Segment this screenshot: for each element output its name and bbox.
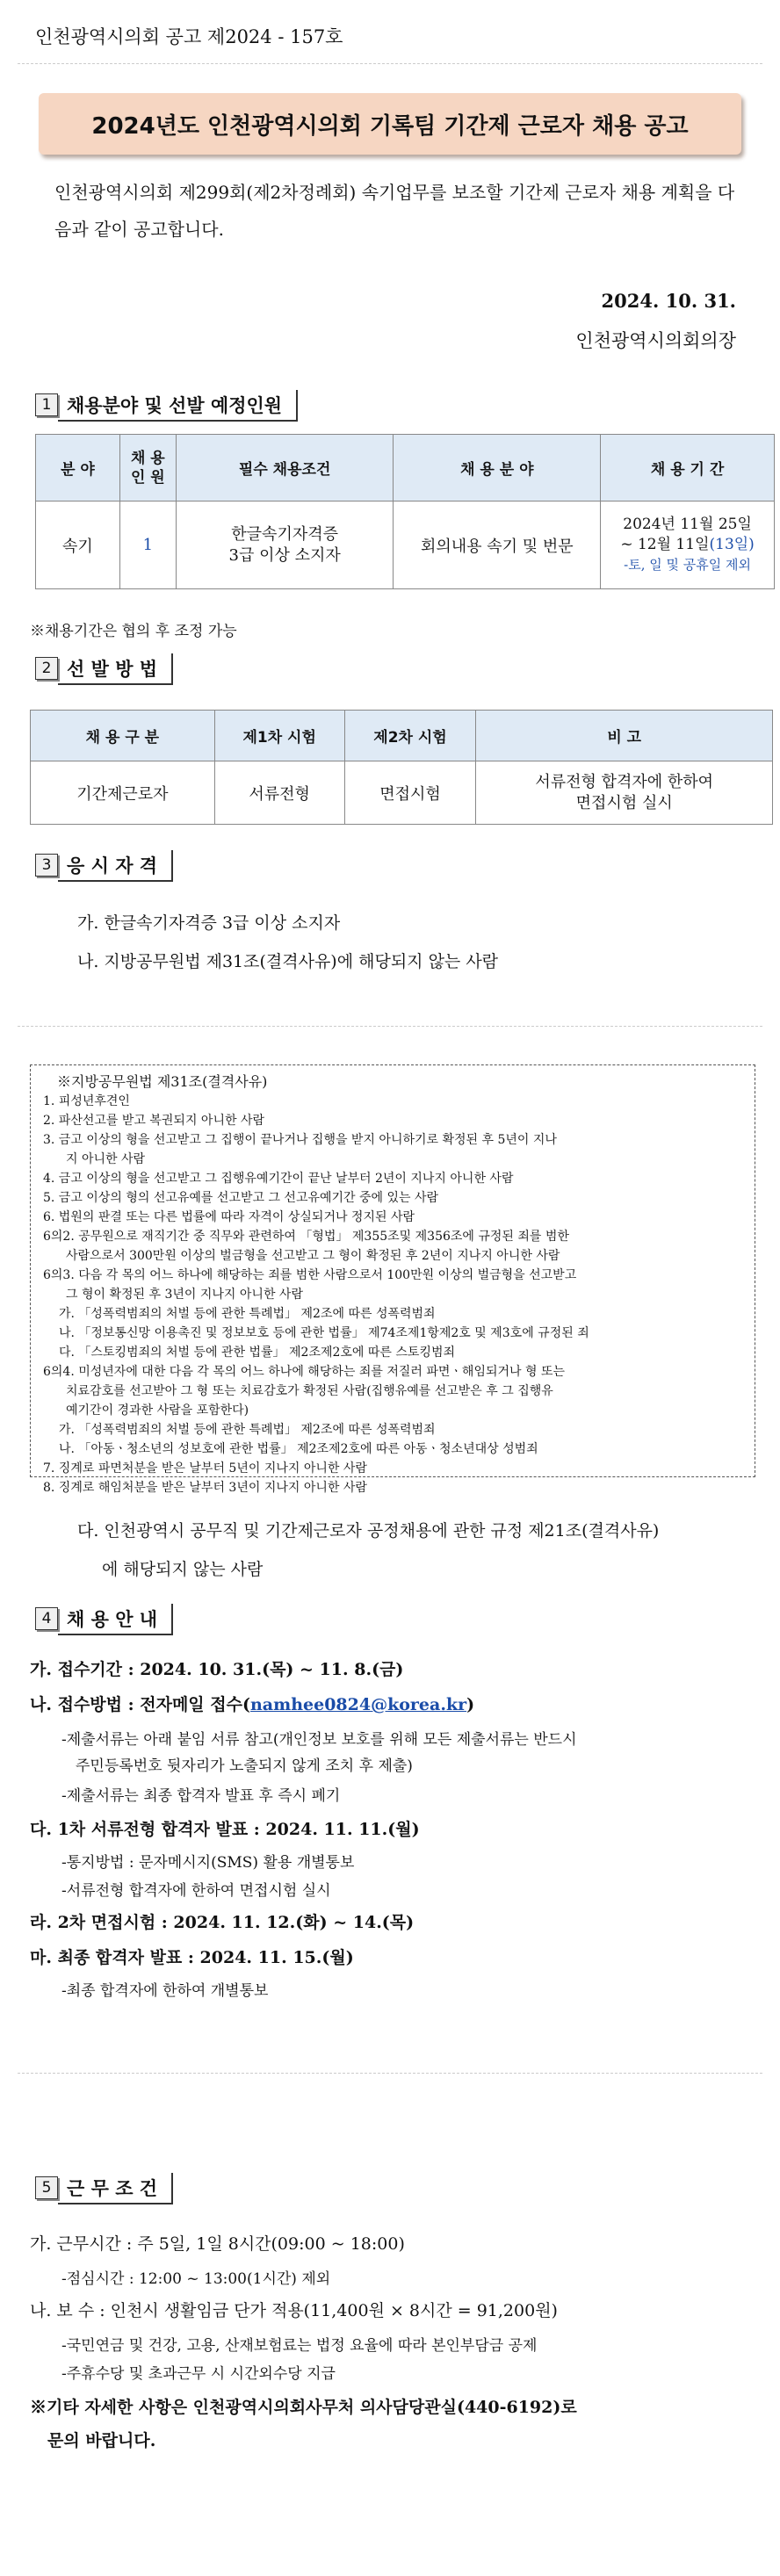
email-link[interactable]: namhee0824@korea.kr bbox=[249, 1695, 467, 1714]
cell-remark: 서류전형 합격자에 한하여 면접시험 실시 bbox=[476, 761, 773, 825]
disqualification-box bbox=[30, 1064, 755, 1495]
cell-work: 회의내용 속기 및 번문 bbox=[394, 501, 601, 589]
list-item: 예기간이 경과한 사람을 포함한다) bbox=[66, 1403, 249, 1418]
list-item: 6. 법원의 판결 또는 다른 법률에 따라 자격이 상실되거나 정지된 사람 bbox=[43, 1210, 415, 1224]
list-item: 가. 「성폭력범죄의 처벌 등에 관한 특례법」 제2조에 따른 성폭력범죄 bbox=[59, 1307, 436, 1321]
recruitment-table bbox=[35, 434, 775, 589]
section-1-heading bbox=[35, 390, 298, 422]
section-3-heading bbox=[35, 850, 173, 882]
divider bbox=[18, 1026, 762, 1027]
list-item: 6의4. 미성년자에 대한 다음 각 목의 어느 하나에 해당하는 죄를 저질러 파면ㆍ해임되거나 형 또는 bbox=[43, 1365, 566, 1379]
guide-sub: 주민등록번호 뒷자리가 노출되지 않게 조치 후 제출) bbox=[76, 1757, 413, 1775]
guide-sub: -통지방법 : 문자메시지(SMS) 활용 개별통보 bbox=[61, 1854, 355, 1872]
notice-date: 2024. 10. 31. bbox=[601, 290, 736, 312]
condition-item: 가. 근무시간 : 주 5일, 1일 8시간(09:00 ~ 18:00) bbox=[30, 2234, 405, 2254]
contact-note: 문의 바랍니다. bbox=[47, 2431, 156, 2450]
list-item: 8. 징계로 해임처분을 받은 날부터 3년이 지나지 아니한 사람 bbox=[43, 1481, 367, 1495]
section-title: 선 발 방 법 bbox=[58, 653, 173, 685]
period-days: (13일) bbox=[709, 536, 755, 553]
guide-sub: -최종 합격자에 한하여 개별통보 bbox=[61, 1982, 269, 2000]
qualification-item: 가. 한글속기자격증 3급 이상 소지자 bbox=[77, 913, 341, 933]
section-number: 3 bbox=[35, 854, 58, 877]
divider bbox=[18, 2073, 762, 2074]
notice-number: 인천광역시의회 공고 제2024 - 157호 bbox=[35, 26, 343, 47]
list-item: 나. 「정보통신망 이용촉진 및 정보보호 등에 관한 법률」 제74조제1항제2호 및 제3호에 규정된 죄 bbox=[59, 1326, 589, 1340]
list-item: 3. 금고 이상의 형을 선고받고 그 집행이 끝나거나 집행을 받지 아니하기로 확정된 후 5년이 지나 bbox=[43, 1133, 557, 1147]
col-remark: 비 고 bbox=[476, 711, 773, 761]
list-item: 7. 징계로 파면처분을 받은 날부터 5년이 지나지 아니한 사람 bbox=[43, 1461, 367, 1476]
cell-period bbox=[601, 501, 775, 589]
condition-sub: -주휴수당 및 초과근무 시 시간외수당 지급 bbox=[61, 2365, 336, 2383]
box-title: ※지방공무원법 제31조(결격사유) bbox=[57, 1073, 268, 1090]
list-item: 지 아니한 사람 bbox=[66, 1152, 146, 1166]
intro-text: 인천광역시의회 제299회(제2차정례회) 속기업무를 보조할 기간제 근로자 채용 계획을 다음과 같이 공고합니다. bbox=[54, 182, 735, 240]
list-item: 사람으로서 300만원 이상의 벌금형을 선고받고 그 형이 확정된 후 2년이 지나지 아니한 사람 bbox=[66, 1249, 560, 1263]
cell-condition bbox=[176, 501, 394, 589]
section-title: 근 무 조 건 bbox=[58, 2173, 173, 2204]
qualification-item-cont: 에 해당되지 않는 사람 bbox=[102, 1560, 264, 1579]
page-title: 2024년도 인천광역시의회 기록팀 기간제 근로자 채용 공고 bbox=[91, 112, 689, 140]
section-4-heading bbox=[35, 1604, 173, 1635]
condition-line: 한글속기자격증 bbox=[231, 524, 338, 544]
section-title: 응 시 자 격 bbox=[58, 850, 173, 882]
col-count: 채 용 인 원 bbox=[119, 435, 176, 501]
condition-item: 나. 보 수 : 인천시 생활임금 단가 적용(11,400원 × 8시간 = 91,200원) bbox=[30, 2301, 558, 2320]
contact-note: ※기타 자세한 사항은 인천광역시의회사무처 의사담당관실(440-6192)로 bbox=[30, 2398, 577, 2417]
section-5-heading bbox=[35, 2173, 173, 2204]
period-note: -토, 일 및 공휴일 제외 bbox=[624, 557, 751, 573]
period-text: ~ 12월 11일 bbox=[620, 536, 710, 553]
col-type: 채 용 구 분 bbox=[31, 711, 215, 761]
section-number: 1 bbox=[35, 393, 58, 416]
title-banner bbox=[39, 93, 741, 155]
cell-count: 1 bbox=[119, 501, 176, 589]
cell-type: 기간제근로자 bbox=[31, 761, 215, 825]
col-exam2: 제2차 시험 bbox=[344, 711, 476, 761]
divider bbox=[18, 63, 762, 64]
qualification-item: 나. 지방공무원법 제31조(결격사유)에 해당되지 않는 사람 bbox=[77, 952, 499, 971]
guide-item bbox=[30, 1692, 474, 1715]
condition-line: 3급 이상 소지자 bbox=[228, 545, 341, 565]
qualification-item: 다. 인천광역시 공무직 및 기간제근로자 공정채용에 관한 규정 제21조(결격사유) bbox=[77, 1521, 660, 1541]
period-line: 2024년 11월 25일 bbox=[623, 516, 752, 533]
guide-label: 나. 접수방법 : 전자메일 접수( bbox=[30, 1695, 250, 1714]
list-item: 1. 피성년후견인 bbox=[43, 1094, 130, 1108]
list-item: 그 형이 확정된 후 3년이 지나지 아니한 사람 bbox=[66, 1288, 303, 1302]
section-title: 채 용 안 내 bbox=[58, 1604, 173, 1635]
col-field: 분 야 bbox=[36, 435, 120, 501]
guide-sub: -제출서류는 아래 붙임 서류 참고(개인정보 보호를 위해 모든 제출서류는 반드시 bbox=[61, 1731, 577, 1749]
col-period: 채 용 기 간 bbox=[601, 435, 775, 501]
col-exam1: 제1차 시험 bbox=[214, 711, 344, 761]
condition-sub: -점심시간 : 12:00 ~ 13:00(1시간) 제외 bbox=[61, 2270, 331, 2288]
col-work: 채 용 분 야 bbox=[394, 435, 601, 501]
section-title: 채용분야 및 선발 예정인원 bbox=[58, 390, 298, 422]
table-row bbox=[31, 761, 773, 825]
section-number: 5 bbox=[35, 2176, 58, 2199]
list-item: 나. 「아동ㆍ청소년의 성보호에 관한 법률」 제2조제2호에 따른 아동ㆍ청소년대상 성범죄 bbox=[59, 1442, 538, 1456]
list-item: 6의3. 다음 각 목의 어느 하나에 해당하는 죄를 범한 사람으로서 100만원 이상의 벌금형을 선고받고 bbox=[43, 1268, 577, 1282]
table-row bbox=[36, 501, 775, 589]
list-item: 다. 「스토킹범죄의 처벌 등에 관한 법률」 제2조제2호에 따른 스토킹범죄 bbox=[59, 1346, 456, 1360]
cell-exam2: 면접시험 bbox=[344, 761, 476, 825]
section-number: 4 bbox=[35, 1607, 58, 1630]
guide-sub: -서류전형 합격자에 한하여 면접시험 실시 bbox=[61, 1882, 331, 1900]
guide-item: 가. 접수기간 : 2024. 10. 31.(목) ~ 11. 8.(금) bbox=[30, 1660, 404, 1679]
list-item: 4. 금고 이상의 형을 선고받고 그 집행유예기간이 끝난 날부터 2년이 지나지 아니한 사람 bbox=[43, 1172, 514, 1186]
guide-sub: -제출서류는 최종 합격자 발표 후 즉시 폐기 bbox=[61, 1787, 341, 1805]
list-item: 치료감호를 선고받아 그 형 또는 치료감호가 확정된 사람(집행유예를 선고받은 후 그 집행유 bbox=[66, 1384, 553, 1398]
signer: 인천광역시의회의장 bbox=[575, 330, 736, 351]
section-number: 2 bbox=[35, 657, 58, 680]
guide-item: 라. 2차 면접시험 : 2024. 11. 12.(화) ~ 14.(목) bbox=[30, 1913, 415, 1932]
cell-field: 속기 bbox=[36, 501, 120, 589]
period-line bbox=[601, 535, 774, 555]
condition-sub: -국민연금 및 건강, 고용, 산재보험료는 법정 요율에 따라 본인부담금 공제 bbox=[61, 2337, 538, 2355]
section-2-heading bbox=[35, 653, 173, 685]
selection-table bbox=[30, 710, 773, 825]
guide-item: 다. 1차 서류전형 합격자 발표 : 2024. 11. 11.(월) bbox=[30, 1820, 420, 1839]
guide-label: ) bbox=[466, 1695, 475, 1714]
list-item: 가. 「성폭력범죄의 처벌 등에 관한 특례법」 제2조에 따른 성폭력범죄 bbox=[59, 1423, 436, 1437]
period-note-text: ※채용기간은 협의 후 조정 가능 bbox=[30, 623, 237, 640]
list-item: 5. 금고 이상의 형의 선고유예를 선고받고 그 선고유예기간 중에 있는 사람 bbox=[43, 1191, 439, 1205]
list-item: 2. 파산선고를 받고 복권되지 아니한 사람 bbox=[43, 1114, 264, 1128]
col-condition: 필수 채용조건 bbox=[176, 435, 394, 501]
guide-item: 마. 최종 합격자 발표 : 2024. 11. 15.(월) bbox=[30, 1948, 354, 1967]
list-item: 6의2. 공무원으로 재직기간 중 직무와 관련하여 「형법」 제355조및 제356조에 규정된 죄를 범한 bbox=[43, 1230, 569, 1244]
cell-exam1: 서류전형 bbox=[214, 761, 344, 825]
